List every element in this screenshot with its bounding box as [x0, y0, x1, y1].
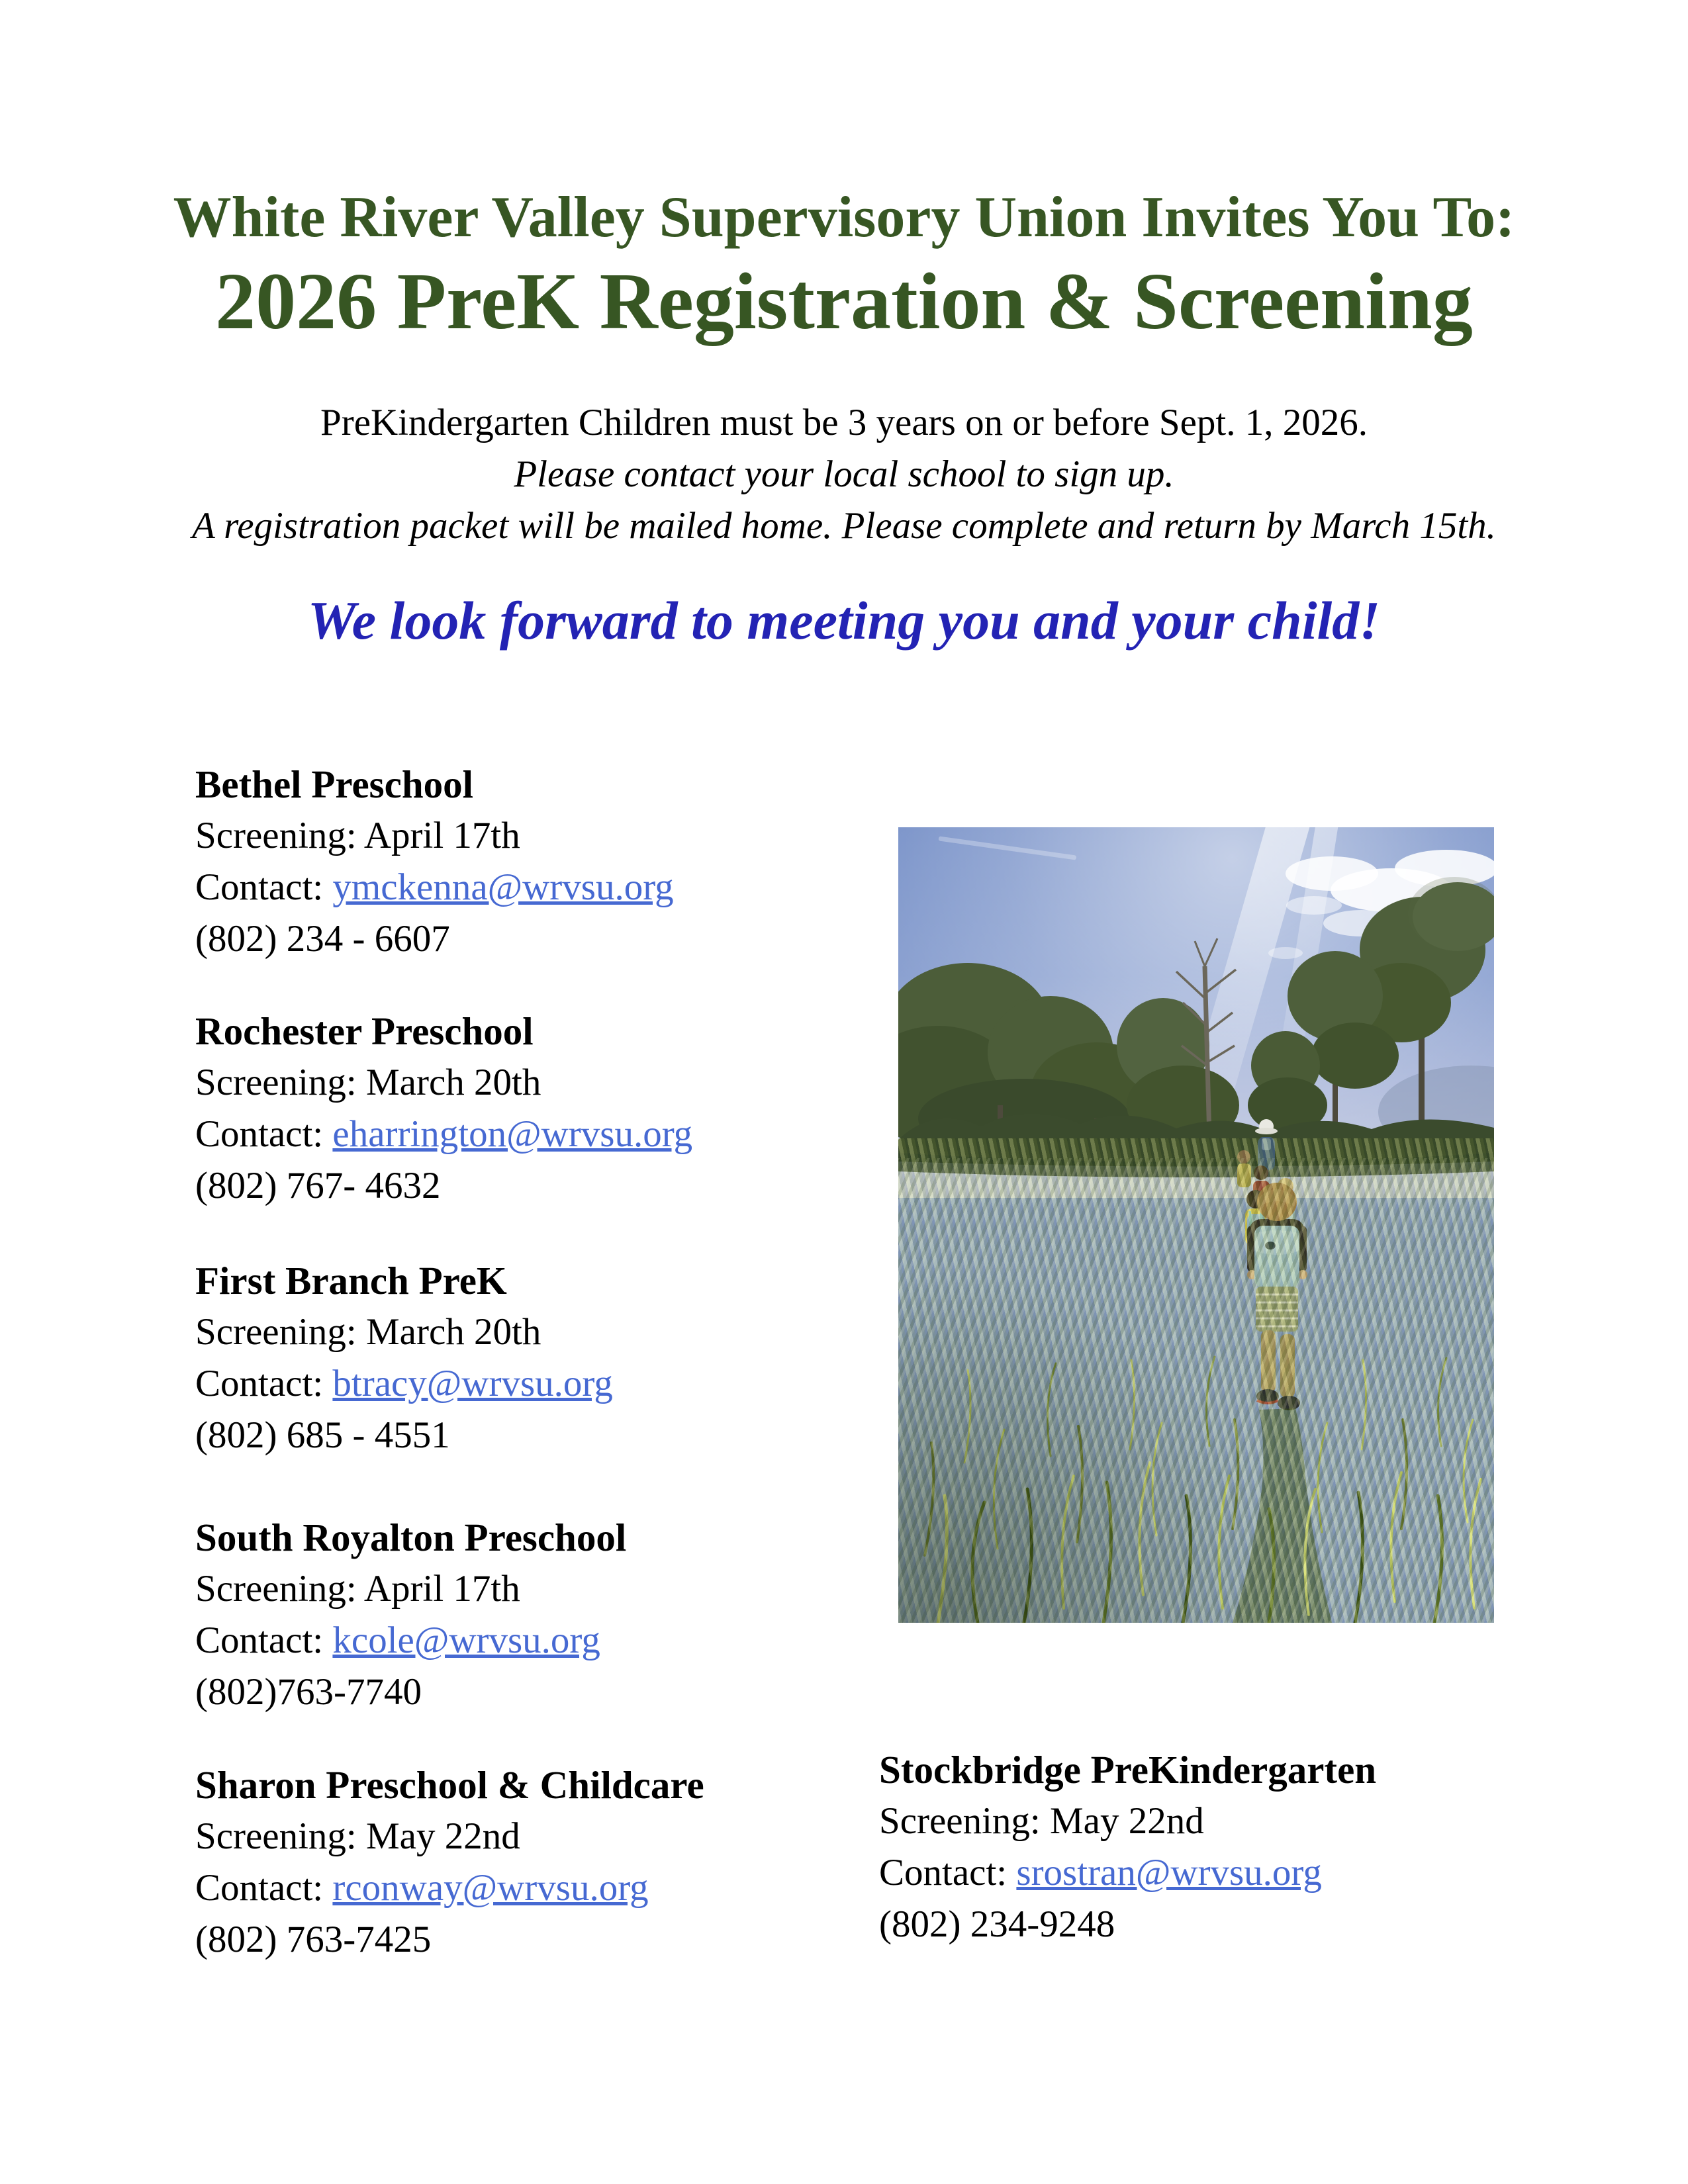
- title-line-2: 2026 PreK Registration & Screening: [215, 257, 1473, 346]
- school-contact: [195, 1358, 613, 1410]
- contact-label: Contact:: [195, 1113, 333, 1155]
- email-link[interactable]: srostran@wrvsu.org: [1016, 1852, 1322, 1893]
- intro-line-3: A registration packet will be mailed home. Please complete and return by March 15th.: [192, 505, 1496, 547]
- school-contact: [195, 862, 674, 913]
- school-name: Sharon Preschool & Childcare: [195, 1763, 704, 1807]
- school-phone: (802) 685 - 4551: [195, 1414, 450, 1456]
- contact-label: Contact:: [879, 1852, 1017, 1893]
- intro-line-1: PreKindergarten Children must be 3 years on or before Sept. 1, 2026.: [320, 402, 1368, 443]
- contact-label: Contact:: [195, 866, 333, 908]
- photo-vignette: [898, 1112, 1494, 1623]
- school-name: Rochester Preschool: [195, 1009, 534, 1053]
- school-phone: (802) 234 - 6607: [195, 918, 450, 960]
- school-contact: [195, 1615, 626, 1666]
- title-line-1: White River Valley Supervisory Union Invites You To:: [173, 185, 1515, 250]
- school-name: Bethel Preschool: [195, 762, 474, 806]
- school-screening: Screening: May 22nd: [195, 1815, 520, 1857]
- email-link[interactable]: eharrington@wrvsu.org: [332, 1113, 693, 1155]
- email-link[interactable]: kcole@wrvsu.org: [332, 1619, 600, 1661]
- school-entry-stockbridge: [879, 1744, 1376, 1950]
- school-name: South Royalton Preschool: [195, 1516, 627, 1559]
- email-link[interactable]: rconway@wrvsu.org: [332, 1867, 649, 1909]
- school-phone: (802) 767- 4632: [195, 1165, 441, 1206]
- flyer-header: [0, 183, 1688, 348]
- school-name: First Branch PreK: [195, 1259, 507, 1302]
- intro-line-2: Please contact your local school to sign up.: [514, 453, 1174, 495]
- welcome-heading: We look forward to meeting you and your child!: [307, 590, 1381, 651]
- meadow-photo: [898, 827, 1494, 1623]
- school-entry-rochester: [195, 1005, 692, 1212]
- school-phone: (802)763-7740: [195, 1671, 422, 1713]
- school-entry-sharon: [195, 1759, 704, 1966]
- email-link[interactable]: btracy@wrvsu.org: [332, 1363, 613, 1404]
- contact-label: Contact:: [195, 1363, 333, 1404]
- school-entry-first-branch: [195, 1255, 613, 1461]
- school-contact: [195, 1109, 692, 1160]
- contact-label: Contact:: [195, 1619, 333, 1661]
- contact-label: Contact:: [195, 1867, 333, 1909]
- intro-paragraph: [0, 397, 1688, 552]
- school-screening: Screening: March 20th: [195, 1311, 541, 1353]
- school-screening: Screening: May 22nd: [879, 1800, 1204, 1842]
- school-entry-south-royalton: [195, 1512, 626, 1718]
- school-phone: (802) 763-7425: [195, 1919, 432, 1960]
- school-phone: (802) 234-9248: [879, 1903, 1115, 1945]
- school-contact: [195, 1862, 704, 1914]
- school-entry-bethel: [195, 758, 674, 965]
- school-name: Stockbridge PreKindergarten: [879, 1748, 1377, 1792]
- school-screening: Screening: April 17th: [195, 815, 520, 856]
- email-link[interactable]: ymckenna@wrvsu.org: [332, 866, 674, 908]
- school-screening: Screening: April 17th: [195, 1568, 520, 1610]
- school-contact: [879, 1847, 1376, 1899]
- school-screening: Screening: March 20th: [195, 1062, 541, 1103]
